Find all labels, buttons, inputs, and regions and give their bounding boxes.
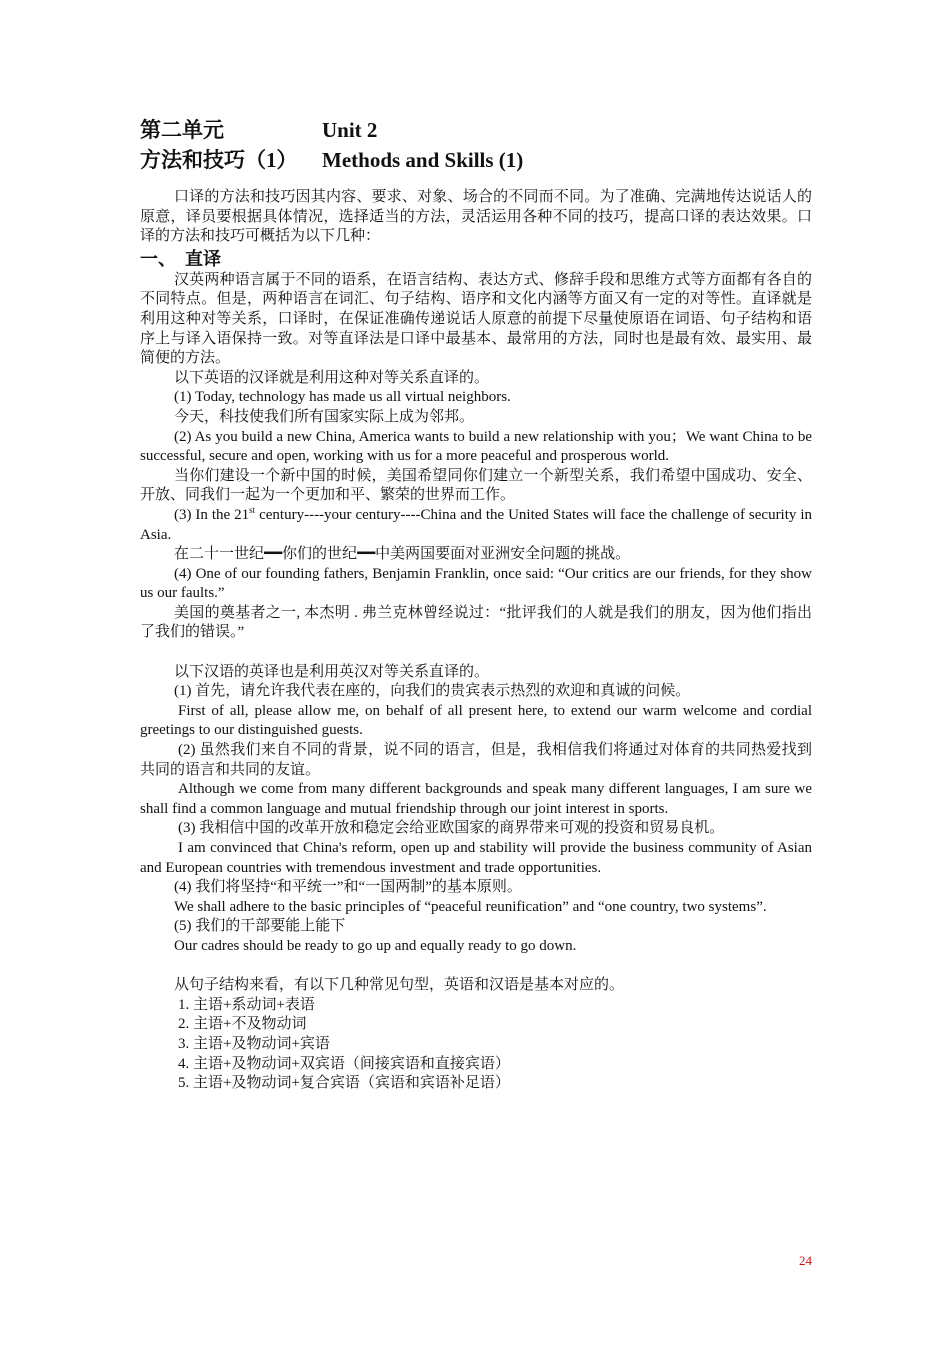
en-examples-intro: 以下英语的汉译就是利用这种对等关系直译的。 bbox=[174, 369, 490, 386]
unit-title bbox=[140, 115, 812, 145]
en-example-4: (4) One of our founding fathers, Benjamin Franklin, once said: “Our critics are our friends, for they show us our faults.” bbox=[140, 565, 812, 602]
topic-title-en: Methods and Skills (1) bbox=[322, 148, 524, 172]
structure-intro: 从句子结构来看，有以下几种常见句型，英语和汉语是基本对应的。 bbox=[174, 977, 625, 994]
en-example-2: (2) As you build a new China, America wants to build a new relationship with you；We want China to be successful, secure and open, working with us for a more peaceful and prosperous world. bbox=[140, 428, 812, 465]
cn-example-3: (3) 我相信中国的改革开放和稳定会给亚欧国家的商界带来可观的投资和贸易良机。 bbox=[178, 820, 725, 837]
cn-example-5-translation: Our cadres should be ready to go up and equally ready to go down. bbox=[174, 937, 577, 954]
cn-example-5: (5) 我们的干部要能上能下 bbox=[174, 918, 346, 935]
cn-examples-intro: 以下汉语的英译也是利用英汉对等关系直译的。 bbox=[174, 663, 490, 680]
section-paragraph: 汉英两种语言属于不同的语系，在语言结构、表达方式、修辞手段和思维方式等方面都有各自的不同特点。但是，两种语言在词汇、句子结构、语序和文化内涵等方面又有一定的对等性。直译就是利用这种对等关系，口译时，在保证准确传递说话人原意的前提下尽量使原语在词语、句子结构和语序上与译入语保持一致。对等直译法是口译中最基本、最常用的方法，同时也是最有效、最实用、最简便的方法。 bbox=[140, 271, 812, 367]
cn-example-4: (4) 我们将坚持“和平统一”和“一国两制”的基本原则。 bbox=[174, 879, 522, 896]
en-example-4-translation: 美国的奠基者之一, 本杰明 . 弗兰克林曾经说过：“批评我们的人就是我们的朋友，因为他们指出了我们的错误。” bbox=[140, 604, 812, 641]
cn-example-2-translation: Although we come from many different backgrounds and speak many different languages, I am sure we shall find a common language and mutual friendship through our joint interest in sports. bbox=[140, 781, 812, 817]
unit-title-en: Unit 2 bbox=[322, 118, 378, 142]
pattern-list bbox=[140, 996, 812, 1094]
page-number: 24 bbox=[799, 1253, 812, 1268]
en-example-3-translation: 在二十一世纪━━你们的世纪━━中美两国要面对亚洲安全问题的挑战。 bbox=[174, 546, 631, 563]
en-example-3: (3) In the 21st century----your century----China and the United States will face the challenge of security in Asia. bbox=[140, 504, 813, 543]
list-item: 4. 主语+及物动词+双宾语（间接宾语和直接宾语） bbox=[178, 1055, 510, 1072]
en-example-2-translation: 当你们建设一个新中国的时候，美国希望同你们建立一个新型关系，我们希望中国成功、安全、开放、同我们一起为一个更加和平、繁荣的世界而工作。 bbox=[140, 467, 812, 504]
page-body bbox=[140, 115, 812, 1094]
cn-example-1: (1) 首先，请允许我代表在座的，向我们的贵宾表示热烈的欢迎和真诚的问候。 bbox=[174, 683, 691, 700]
list-item: 2. 主语+不及物动词 bbox=[178, 1016, 307, 1033]
section-heading: 一、 直译 bbox=[140, 248, 221, 269]
topic-title bbox=[140, 145, 812, 175]
topic-title-cn: 方法和技巧（1） bbox=[140, 148, 298, 172]
cn-example-4-translation: We shall adhere to the basic principles of “peaceful reunification” and “one country, two systems”. bbox=[174, 898, 767, 915]
cn-example-1-translation: First of all, please allow me, on behalf of all present here, to extend our warm welcome and cordial greetings to our distinguished guests. bbox=[140, 702, 812, 739]
intro-paragraph: 口译的方法和技巧因其内容、要求、对象、场合的不同而不同。为了准确、完满地传达说话人的原意，译员要根据具体情况，选择适当的方法，灵活运用各种不同的技巧，提高口译的表达效果。口译的方法和技巧可概括为以下几种： bbox=[140, 189, 812, 245]
list-item: 5. 主语+及物动词+复合宾语（宾语和宾语补足语） bbox=[178, 1075, 510, 1092]
list-item: 3. 主语+及物动词+宾语 bbox=[178, 1035, 330, 1052]
unit-title-cn: 第二单元 bbox=[140, 118, 224, 142]
cn-example-2: (2) 虽然我们来自不同的背景，说不同的语言，但是，我相信我们将通过对体育的共同热爱找到共同的语言和共同的友谊。 bbox=[140, 742, 812, 778]
en-example-1: (1) Today, technology has made us all virtual neighbors. bbox=[174, 389, 511, 406]
list-item: 1. 主语+系动词+表语 bbox=[178, 996, 315, 1013]
cn-example-3-translation: I am convinced that China's reform, open up and stability will provide the business community of Asian and European countries with tremendous investment and trade opportunities. bbox=[140, 840, 812, 876]
en-example-1-translation: 今天，科技使我们所有国家实际上成为邻邦。 bbox=[174, 408, 475, 425]
